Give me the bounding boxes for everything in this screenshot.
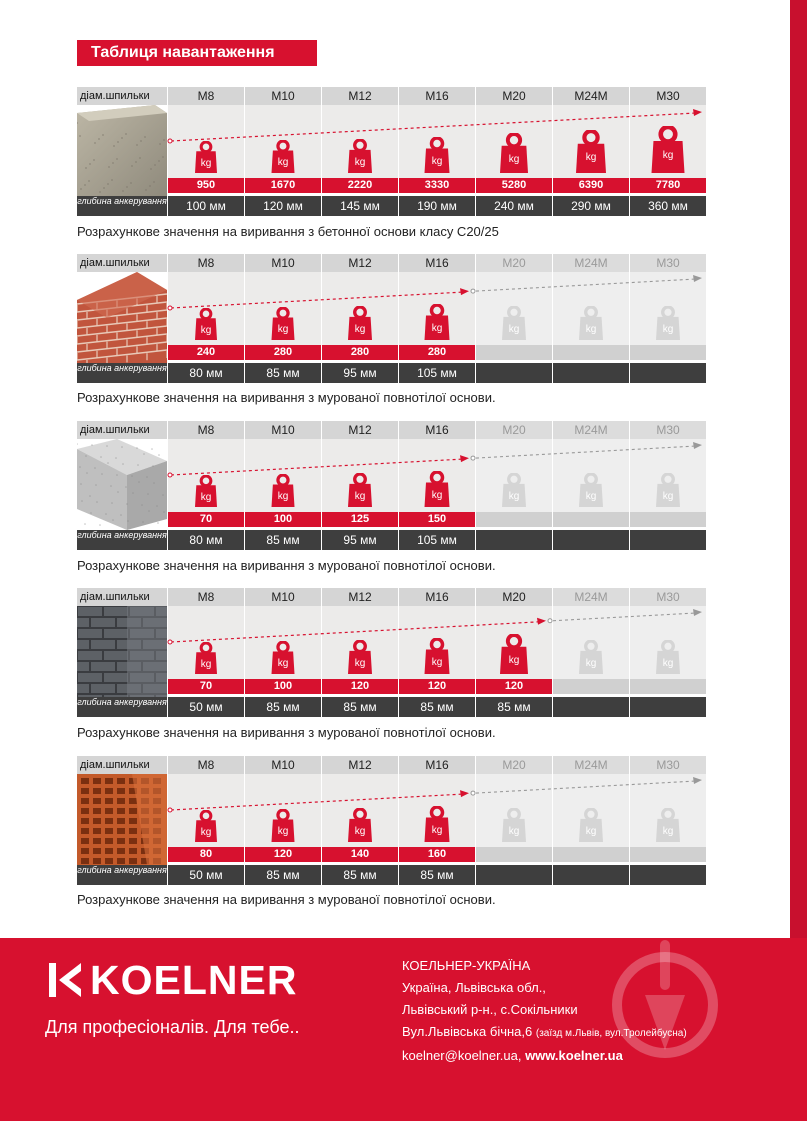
table-caption: Розрахункове значення на виривання з бетонної основи класу С20/25 <box>77 224 499 239</box>
kg-label: kg <box>662 657 674 669</box>
pullout-value: 100 <box>245 512 321 527</box>
anchor-depth-label: глибина анкерування <box>77 530 167 550</box>
column-m12 <box>321 87 398 216</box>
weight-cell <box>399 272 475 345</box>
kg-weight-icon <box>425 471 450 507</box>
anchor-depth-label: глибина анкерування <box>77 697 167 717</box>
logo-wordmark: KOELNER <box>90 957 298 1003</box>
anchor-depth-value: 85 мм <box>245 865 321 885</box>
kg-weight-icon <box>425 304 450 340</box>
page-title: Таблиця навантаження <box>77 40 317 66</box>
weight-cell <box>553 774 629 847</box>
column-m30 <box>629 87 706 216</box>
pullout-value: 160 <box>399 847 475 862</box>
stud-diameter-label: діам.шпильки <box>77 421 167 439</box>
weight-cell <box>245 105 321 178</box>
column-header: M8 <box>168 756 244 774</box>
column-m30 <box>629 756 706 885</box>
anchor-depth-label: глибина анкерування <box>77 363 167 383</box>
kg-label: kg <box>431 656 443 668</box>
kg-label: kg <box>431 322 443 334</box>
anchor-depth-value: 100 мм <box>168 196 244 216</box>
pullout-value: 240 <box>168 345 244 360</box>
weight-cell <box>630 105 706 178</box>
anchor-depth-value: 290 мм <box>553 196 629 216</box>
column-m10 <box>244 87 321 216</box>
column-header: M20 <box>476 421 552 439</box>
anchor-depth-value: 85 мм <box>245 530 321 550</box>
load-table-aerated-block <box>77 421 706 550</box>
pullout-value: 120 <box>322 679 398 694</box>
pullout-value: 120 <box>476 679 552 694</box>
column-header: M8 <box>168 588 244 606</box>
table-caption: Розрахункове значення на виривання з мурованої повнотілої основи. <box>77 892 496 907</box>
pullout-value <box>553 345 629 360</box>
column-header: M10 <box>245 254 321 272</box>
address-line-3: Вул.Львівська бічна,6 (заїзд м.Львів, вул.Тролейбусна) <box>402 1024 687 1039</box>
anchor-depth-value <box>553 865 629 885</box>
kg-weight-icon <box>195 810 217 842</box>
kg-weight-icon <box>195 308 217 340</box>
kg-label: kg <box>662 490 674 502</box>
email-link[interactable]: koelner@koelner.ua, <box>402 1048 522 1063</box>
column-m20 <box>475 756 552 885</box>
kg-weight-icon <box>195 475 217 507</box>
column-header: M20 <box>476 87 552 105</box>
pullout-value <box>553 512 629 527</box>
kg-weight-icon <box>348 473 372 507</box>
column-m20 <box>475 254 552 383</box>
contact-block <box>402 955 687 1067</box>
pullout-value: 280 <box>322 345 398 360</box>
load-table-hollow-ceramic-block <box>77 756 706 885</box>
kg-label: kg <box>200 324 212 336</box>
material-image-hollow-ceramic-block <box>77 774 167 865</box>
column-m8 <box>167 421 244 550</box>
pullout-value: 125 <box>322 512 398 527</box>
load-table-red-brick <box>77 254 706 383</box>
kg-label: kg <box>508 323 520 335</box>
anchor-depth-value <box>553 530 629 550</box>
anchor-depth-value <box>553 363 629 383</box>
weight-cell <box>245 439 321 512</box>
material-image-grey-brick <box>77 606 167 697</box>
kg-label: kg <box>200 491 212 503</box>
kg-label: kg <box>354 490 366 502</box>
kg-label: kg <box>508 490 520 502</box>
column-header: M30 <box>630 254 706 272</box>
kg-label: kg <box>354 156 366 168</box>
column-m24m <box>552 756 629 885</box>
anchor-depth-value: 95 мм <box>322 363 398 383</box>
kg-label: kg <box>431 824 443 836</box>
kg-weight-icon <box>272 641 295 674</box>
column-m20 <box>475 87 552 216</box>
pullout-value: 70 <box>168 512 244 527</box>
column-m24m <box>552 588 629 717</box>
anchor-depth-value <box>630 530 706 550</box>
material-image-aerated-block <box>77 439 167 530</box>
kg-weight-icon <box>348 139 372 173</box>
anchor-depth-value: 50 мм <box>168 865 244 885</box>
pullout-value: 280 <box>245 345 321 360</box>
weight-cell <box>399 606 475 679</box>
anchor-depth-value <box>476 530 552 550</box>
column-header: M16 <box>399 87 475 105</box>
anchor-depth-value: 105 мм <box>399 363 475 383</box>
weight-cell <box>476 272 552 345</box>
kg-weight-icon <box>272 809 295 842</box>
column-header: M20 <box>476 254 552 272</box>
website-link[interactable]: www.koelner.ua <box>525 1048 623 1063</box>
kg-weight-icon <box>500 133 528 173</box>
anchor-depth-value: 360 мм <box>630 196 706 216</box>
column-m10 <box>244 254 321 383</box>
column-m12 <box>321 254 398 383</box>
anchor-depth-value: 85 мм <box>322 697 398 717</box>
stud-diameter-label: діам.шпильки <box>77 254 167 272</box>
pullout-value: 950 <box>168 178 244 193</box>
column-m16 <box>398 87 475 216</box>
column-header: M20 <box>476 756 552 774</box>
column-header: M8 <box>168 421 244 439</box>
weight-cell <box>476 105 552 178</box>
weight-cell <box>322 606 398 679</box>
kg-weight-icon <box>348 640 372 674</box>
kg-weight-icon <box>656 640 680 674</box>
stud-diameter-label: діам.шпильки <box>77 756 167 774</box>
pullout-value <box>553 679 629 694</box>
kg-label: kg <box>277 658 289 670</box>
kg-weight-icon <box>502 808 526 842</box>
anchor-depth-value: 85 мм <box>399 865 475 885</box>
pullout-value <box>630 345 706 360</box>
column-m8 <box>167 756 244 885</box>
pullout-value: 80 <box>168 847 244 862</box>
kg-label: kg <box>585 323 597 335</box>
anchor-depth-value: 50 мм <box>168 697 244 717</box>
column-header: M12 <box>322 254 398 272</box>
pullout-value: 150 <box>399 512 475 527</box>
anchor-depth-value <box>476 363 552 383</box>
kg-label: kg <box>585 490 597 502</box>
anchor-depth-value: 85 мм <box>476 697 552 717</box>
kg-label: kg <box>277 826 289 838</box>
weight-cell <box>399 439 475 512</box>
kg-label: kg <box>508 153 520 165</box>
stud-diameter-label: діам.шпильки <box>77 588 167 606</box>
column-header: M8 <box>168 87 244 105</box>
column-m20 <box>475 421 552 550</box>
weight-cell <box>245 606 321 679</box>
kg-label: kg <box>200 157 212 169</box>
pullout-value: 280 <box>399 345 475 360</box>
kg-weight-icon <box>425 638 450 674</box>
anchor-depth-value: 120 мм <box>245 196 321 216</box>
column-header: M10 <box>245 756 321 774</box>
column-header: M24M <box>553 756 629 774</box>
column-m12 <box>321 588 398 717</box>
column-m30 <box>629 254 706 383</box>
column-header: M24M <box>553 254 629 272</box>
anchor-depth-value: 145 мм <box>322 196 398 216</box>
column-header: M12 <box>322 421 398 439</box>
pullout-value: 120 <box>399 679 475 694</box>
weight-cell <box>553 439 629 512</box>
pullout-value <box>553 847 629 862</box>
kg-label: kg <box>585 152 597 164</box>
kg-label: kg <box>277 491 289 503</box>
column-m16 <box>398 756 475 885</box>
kg-label: kg <box>431 155 443 167</box>
pullout-value: 140 <box>322 847 398 862</box>
weight-cell <box>322 774 398 847</box>
pullout-value: 120 <box>245 847 321 862</box>
kg-weight-icon <box>500 634 528 674</box>
weight-cell <box>553 606 629 679</box>
column-header: M8 <box>168 254 244 272</box>
column-m12 <box>321 756 398 885</box>
column-header: M30 <box>630 87 706 105</box>
column-header: M12 <box>322 588 398 606</box>
anchor-depth-value <box>630 363 706 383</box>
weight-cell <box>630 272 706 345</box>
kg-label: kg <box>431 489 443 501</box>
column-header: M24M <box>553 421 629 439</box>
kg-weight-icon <box>652 126 685 173</box>
column-m12 <box>321 421 398 550</box>
kg-weight-icon <box>272 140 295 173</box>
column-m30 <box>629 588 706 717</box>
weight-cell <box>322 439 398 512</box>
weight-cell <box>245 774 321 847</box>
weight-cell <box>476 606 552 679</box>
weight-cell <box>630 606 706 679</box>
weight-cell <box>630 774 706 847</box>
anchor-depth-value <box>630 865 706 885</box>
column-header: M30 <box>630 756 706 774</box>
column-m24m <box>552 421 629 550</box>
column-m8 <box>167 87 244 216</box>
weight-cell <box>245 272 321 345</box>
column-m30 <box>629 421 706 550</box>
column-m16 <box>398 588 475 717</box>
weight-cell <box>168 272 244 345</box>
kg-weight-icon <box>425 137 450 173</box>
kg-weight-icon <box>502 306 526 340</box>
pullout-value <box>476 345 552 360</box>
kg-label: kg <box>354 657 366 669</box>
anchor-depth-value <box>476 865 552 885</box>
kg-weight-icon <box>656 473 680 507</box>
kg-label: kg <box>508 825 520 837</box>
load-table-grey-brick <box>77 588 706 717</box>
column-m8 <box>167 588 244 717</box>
column-m24m <box>552 254 629 383</box>
column-m24m <box>552 87 629 216</box>
weight-cell <box>399 774 475 847</box>
pullout-value <box>630 847 706 862</box>
kg-label: kg <box>354 323 366 335</box>
kg-weight-icon <box>579 306 603 340</box>
pullout-value: 100 <box>245 679 321 694</box>
column-header: M10 <box>245 87 321 105</box>
pullout-value: 5280 <box>476 178 552 193</box>
kg-weight-icon <box>579 473 603 507</box>
column-m20 <box>475 588 552 717</box>
kg-label: kg <box>200 826 212 838</box>
kg-weight-icon <box>272 474 295 507</box>
kg-weight-icon <box>425 806 450 842</box>
pullout-value <box>630 512 706 527</box>
anchor-depth-value <box>630 697 706 717</box>
pullout-value <box>476 847 552 862</box>
weight-cell <box>322 105 398 178</box>
anchor-depth-value: 85 мм <box>245 697 321 717</box>
anchor-depth-value: 85 мм <box>245 363 321 383</box>
tagline: Для професіоналів. Для тебе.. <box>45 1017 300 1037</box>
logo-k-chevron-icon <box>47 960 87 1000</box>
anchor-depth-value: 85 мм <box>399 697 475 717</box>
column-header: M30 <box>630 588 706 606</box>
column-header: M12 <box>322 87 398 105</box>
pullout-value: 2220 <box>322 178 398 193</box>
weight-cell <box>322 272 398 345</box>
kg-label: kg <box>662 323 674 335</box>
column-header: M24M <box>553 87 629 105</box>
table-caption: Розрахункове значення на виривання з мурованої повнотілої основи. <box>77 390 496 405</box>
kg-label: kg <box>200 658 212 670</box>
weight-cell <box>399 105 475 178</box>
kg-label: kg <box>277 157 289 169</box>
company-name: КОЕЛЬНЕР-УКРАЇНА <box>402 958 531 973</box>
kg-weight-icon <box>576 130 606 173</box>
column-header: M16 <box>399 421 475 439</box>
pullout-value <box>476 512 552 527</box>
anchor-depth-value <box>553 697 629 717</box>
koelner-logo <box>47 957 347 1003</box>
table-caption: Розрахункове значення на виривання з мурованої повнотілої основи. <box>77 725 496 740</box>
address-line-2: Львівський р-н., с.Сокільники <box>402 1002 578 1017</box>
right-edge-stripe <box>790 0 807 938</box>
anchor-depth-value: 80 мм <box>168 530 244 550</box>
column-header: M16 <box>399 588 475 606</box>
kg-weight-icon <box>579 640 603 674</box>
kg-weight-icon <box>195 642 217 674</box>
kg-label: kg <box>508 654 520 666</box>
pullout-value: 6390 <box>553 178 629 193</box>
material-image-red-brick <box>77 272 167 363</box>
pullout-value: 70 <box>168 679 244 694</box>
anchor-depth-label: глибина анкерування <box>77 196 167 216</box>
anchor-depth-value: 95 мм <box>322 530 398 550</box>
stud-diameter-label: діам.шпильки <box>77 87 167 105</box>
column-m16 <box>398 421 475 550</box>
column-header: M10 <box>245 588 321 606</box>
column-header: M12 <box>322 756 398 774</box>
weight-cell <box>168 606 244 679</box>
kg-weight-icon <box>195 141 217 173</box>
address-line-1: Україна, Львівська обл., <box>402 980 546 995</box>
weight-cell <box>168 774 244 847</box>
weight-cell <box>476 439 552 512</box>
column-m8 <box>167 254 244 383</box>
pullout-value: 7780 <box>630 178 706 193</box>
kg-weight-icon <box>656 808 680 842</box>
kg-label: kg <box>277 324 289 336</box>
anchor-depth-value: 105 мм <box>399 530 475 550</box>
material-image-concrete <box>77 105 167 196</box>
column-m10 <box>244 588 321 717</box>
kg-label: kg <box>354 825 366 837</box>
weight-cell <box>553 272 629 345</box>
column-m16 <box>398 254 475 383</box>
column-header: M24M <box>553 588 629 606</box>
anchor-depth-value: 80 мм <box>168 363 244 383</box>
column-m10 <box>244 421 321 550</box>
kg-label: kg <box>585 657 597 669</box>
weight-cell <box>553 105 629 178</box>
kg-weight-icon <box>502 473 526 507</box>
kg-label: kg <box>662 150 674 162</box>
kg-weight-icon <box>656 306 680 340</box>
kg-weight-icon <box>272 307 295 340</box>
weight-cell <box>476 774 552 847</box>
weight-cell <box>168 105 244 178</box>
kg-label: kg <box>585 825 597 837</box>
column-header: M30 <box>630 421 706 439</box>
load-table-concrete <box>77 87 706 216</box>
address-note: (заїзд м.Львів, вул.Тролейбусна) <box>535 1028 687 1039</box>
column-header: M20 <box>476 588 552 606</box>
pullout-value <box>630 679 706 694</box>
pullout-value: 1670 <box>245 178 321 193</box>
column-header: M16 <box>399 254 475 272</box>
kg-weight-icon <box>579 808 603 842</box>
table-caption: Розрахункове значення на виривання з мурованої повнотілої основи. <box>77 558 496 573</box>
column-header: M16 <box>399 756 475 774</box>
contacts-line <box>402 1045 687 1067</box>
anchor-depth-label: глибина анкерування <box>77 865 167 885</box>
pullout-value: 3330 <box>399 178 475 193</box>
column-header: M10 <box>245 421 321 439</box>
kg-weight-icon <box>348 808 372 842</box>
column-m10 <box>244 756 321 885</box>
weight-cell <box>630 439 706 512</box>
anchor-depth-value: 85 мм <box>322 865 398 885</box>
anchor-depth-value: 240 мм <box>476 196 552 216</box>
kg-label: kg <box>662 825 674 837</box>
anchor-depth-value: 190 мм <box>399 196 475 216</box>
kg-weight-icon <box>348 306 372 340</box>
weight-cell <box>168 439 244 512</box>
